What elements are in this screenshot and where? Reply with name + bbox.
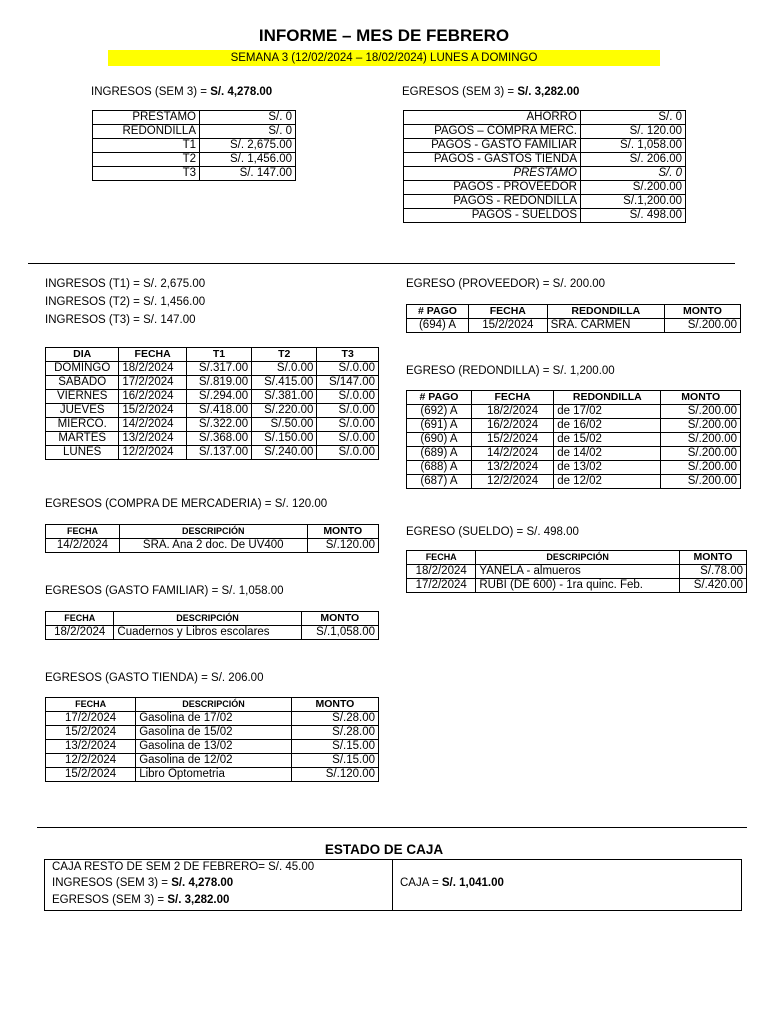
table-cell: 13/2/2024 xyxy=(119,432,187,446)
sueldo-label: EGRESO (SUELDO) = S/. 498.00 xyxy=(406,526,579,538)
table-cell: 13/2/2024 xyxy=(46,740,136,754)
table-cell: S/.78.00 xyxy=(679,565,746,579)
table-cell: S/.220.00 xyxy=(252,404,317,418)
estado-caja-divider xyxy=(392,859,393,911)
table-cell: S/.50.00 xyxy=(252,418,317,432)
table-cell: Gasolina de 13/02 xyxy=(136,740,292,754)
table-row xyxy=(46,754,379,768)
summary-row xyxy=(93,167,296,181)
table-cell: LUNES xyxy=(46,446,119,460)
table-row xyxy=(46,626,379,640)
page-title: INFORME – MES DE FEBRERO xyxy=(258,26,510,45)
table-row xyxy=(46,539,379,553)
table-cell: (691) A xyxy=(407,419,472,433)
column-header: DIA xyxy=(46,348,119,362)
table-cell: 15/2/2024 xyxy=(471,433,553,447)
table-row xyxy=(46,362,379,376)
table-cell: S/.0.00 xyxy=(317,362,379,376)
summary-value: S/.200.00 xyxy=(581,181,686,195)
summary-row xyxy=(404,181,686,195)
table-cell: S/.294.00 xyxy=(186,390,251,404)
sueldo-table xyxy=(406,550,747,593)
table-cell: de 16/02 xyxy=(554,419,661,433)
egresos-sem3-heading: EGRESOS (SEM 3) = S/. 3,282.00 xyxy=(402,86,580,98)
summary-value: S/. 0 xyxy=(200,125,296,139)
proveedor-table xyxy=(406,304,741,333)
ingresos-sem3-total: S/. 4,278.00 xyxy=(210,86,273,98)
summary-value: S/.1,200.00 xyxy=(581,195,686,209)
table-cell: YANELA - almueros xyxy=(476,565,680,579)
table-cell: S/.200.00 xyxy=(661,447,741,461)
table-cell: S/.1,058.00 xyxy=(301,626,378,640)
column-header: # PAGO xyxy=(407,391,472,405)
table-cell: 17/2/2024 xyxy=(119,376,187,390)
gasto-familiar-table xyxy=(45,611,379,640)
table-row xyxy=(46,376,379,390)
egresos-sem3-total: S/. 3,282.00 xyxy=(517,86,580,98)
table-cell: S/.0.00 xyxy=(317,446,379,460)
summary-value: S/. 1,456.00 xyxy=(200,153,296,167)
table-cell: S/.0.00 xyxy=(317,418,379,432)
header-row xyxy=(46,525,379,539)
table-cell: (694) A xyxy=(407,319,469,333)
table-cell: 15/2/2024 xyxy=(469,319,548,333)
table-cell: S/.137.00 xyxy=(186,446,251,460)
egresos-sem3-table xyxy=(403,110,686,223)
summary-value: S/. 0 xyxy=(581,111,686,125)
proveedor-label: EGRESO (PROVEEDOR) = S/. 200.00 xyxy=(406,278,606,290)
table-cell: S/.240.00 xyxy=(252,446,317,460)
table-cell: RUBI (DE 600) - 1ra quinc. Feb. xyxy=(476,579,680,593)
compra-mercaderia-table xyxy=(45,524,379,553)
table-row xyxy=(407,319,741,333)
table-row xyxy=(407,565,747,579)
column-header: FECHA xyxy=(407,551,476,565)
summary-value: S/. 147.00 xyxy=(200,167,296,181)
column-header: DESCRIPCIÓN xyxy=(476,551,680,565)
summary-label: T1 xyxy=(93,139,200,153)
table-cell: de 15/02 xyxy=(554,433,661,447)
summary-label: PAGOS - PROVEEDOR xyxy=(404,181,581,195)
summary-row xyxy=(404,195,686,209)
ingresos-t3-line: INGRESOS (T3) = S/. 147.00 xyxy=(45,314,196,326)
caja-total-value: S/. 1,041.00 xyxy=(441,877,504,889)
table-cell: S/.200.00 xyxy=(661,475,741,489)
table-cell: S/.200.00 xyxy=(661,433,741,447)
table-row xyxy=(46,726,379,740)
table-row xyxy=(46,740,379,754)
table-cell: SRA. CARMEN xyxy=(547,319,664,333)
table-cell: S/.200.00 xyxy=(661,419,741,433)
table-cell: S/.15.00 xyxy=(291,740,378,754)
table-cell: S/.28.00 xyxy=(291,726,378,740)
table-cell: S/.381.00 xyxy=(252,390,317,404)
section-divider xyxy=(28,263,735,264)
table-cell: 18/2/2024 xyxy=(46,626,114,640)
compra-mercaderia-label: EGRESOS (COMPRA DE MERCADERIA) = S/. 120.00 xyxy=(45,498,328,510)
table-cell: S/.120.00 xyxy=(291,768,378,782)
table-cell: S/.0.00 xyxy=(317,390,379,404)
table-row xyxy=(46,712,379,726)
column-header: MONTO xyxy=(307,525,378,539)
summary-value: S/. 120.00 xyxy=(581,125,686,139)
column-header: FECHA xyxy=(471,391,553,405)
table-cell: S/.0.00 xyxy=(317,432,379,446)
summary-row xyxy=(404,139,686,153)
summary-label: PAGOS - GASTO FAMILIAR xyxy=(404,139,581,153)
table-cell: S/.317.00 xyxy=(186,362,251,376)
column-header: DESCRIPCIÓN xyxy=(136,698,292,712)
summary-label: AHORRO xyxy=(404,111,581,125)
section-divider-2 xyxy=(37,827,747,828)
table-row xyxy=(407,579,747,593)
table-cell: 14/2/2024 xyxy=(119,418,187,432)
table-cell: Gasolina de 15/02 xyxy=(136,726,292,740)
header-row xyxy=(407,551,747,565)
column-header: FECHA xyxy=(46,612,114,626)
caja-resto-line: CAJA RESTO DE SEM 2 DE FEBRERO= S/. 45.00 xyxy=(52,861,315,873)
table-cell: de 13/02 xyxy=(554,461,661,475)
column-header: MONTO xyxy=(664,305,740,319)
table-cell: MIERCO. xyxy=(46,418,119,432)
ingresos-sem3-table xyxy=(92,110,296,181)
table-cell: 15/2/2024 xyxy=(46,726,136,740)
table-cell: S/.200.00 xyxy=(664,319,740,333)
redondilla-label: EGRESO (REDONDILLA) = S/. 1,200.00 xyxy=(406,365,615,377)
table-cell: de 12/02 xyxy=(554,475,661,489)
table-row xyxy=(46,418,379,432)
column-header: T1 xyxy=(186,348,251,362)
table-cell: Libro Optometria xyxy=(136,768,292,782)
summary-label: PAGOS - GASTOS TIENDA xyxy=(404,153,581,167)
summary-row xyxy=(404,167,686,181)
table-row xyxy=(407,419,741,433)
gasto-tienda-table xyxy=(45,697,379,782)
dias-table xyxy=(45,347,379,460)
table-cell: S/.322.00 xyxy=(186,418,251,432)
summary-label: PAGOS - SUELDOS xyxy=(404,209,581,223)
table-cell: S/.200.00 xyxy=(661,461,741,475)
caja-total-line: CAJA = S/. 1,041.00 xyxy=(400,877,504,889)
summary-value: S/. 498.00 xyxy=(581,209,686,223)
table-cell: SRA. Ana 2 doc. De UV400 xyxy=(119,539,307,553)
table-row xyxy=(46,390,379,404)
table-cell: S/.200.00 xyxy=(661,405,741,419)
table-cell: 12/2/2024 xyxy=(46,754,136,768)
table-cell: 15/2/2024 xyxy=(119,404,187,418)
ingresos-t2-line: INGRESOS (T2) = S/. 1,456.00 xyxy=(45,296,206,308)
header-row xyxy=(407,305,741,319)
table-cell: (688) A xyxy=(407,461,472,475)
redondilla-table xyxy=(406,390,741,489)
column-header: FECHA xyxy=(119,348,187,362)
table-cell: 12/2/2024 xyxy=(471,475,553,489)
table-row xyxy=(407,405,741,419)
column-header: MONTO xyxy=(661,391,741,405)
table-cell: DOMINGO xyxy=(46,362,119,376)
header-row xyxy=(46,612,379,626)
column-header: MONTO xyxy=(291,698,378,712)
table-cell: SABADO xyxy=(46,376,119,390)
summary-value: S/. 206.00 xyxy=(581,153,686,167)
table-cell: S/.415.00 xyxy=(252,376,317,390)
table-cell: S/.15.00 xyxy=(291,754,378,768)
table-cell: Gasolina de 17/02 xyxy=(136,712,292,726)
gasto-tienda-label: EGRESOS (GASTO TIENDA) = S/. 206.00 xyxy=(45,672,264,684)
summary-label: T2 xyxy=(93,153,200,167)
summary-label: PRESTAMO xyxy=(404,167,581,181)
column-header: T2 xyxy=(252,348,317,362)
table-cell: Cuadernos y Libros escolares xyxy=(114,626,301,640)
summary-row xyxy=(404,125,686,139)
table-row xyxy=(46,404,379,418)
column-header: DESCRIPCIÓN xyxy=(114,612,301,626)
table-cell: S/.28.00 xyxy=(291,712,378,726)
header-row xyxy=(407,391,741,405)
table-cell: 16/2/2024 xyxy=(119,390,187,404)
column-header: MONTO xyxy=(301,612,378,626)
table-cell: Gasolina de 12/02 xyxy=(136,754,292,768)
table-cell: (687) A xyxy=(407,475,472,489)
table-cell: 15/2/2024 xyxy=(46,768,136,782)
caja-egresos-line: EGRESOS (SEM 3) = S/. 3,282.00 xyxy=(52,894,230,906)
summary-value: S/. 2,675.00 xyxy=(200,139,296,153)
table-cell: S/.819.00 xyxy=(186,376,251,390)
summary-row xyxy=(93,125,296,139)
summary-label: REDONDILLA xyxy=(93,125,200,139)
summary-value: S/. 0 xyxy=(581,167,686,181)
table-cell: S/147.00 xyxy=(317,376,379,390)
table-cell: S/.418.00 xyxy=(186,404,251,418)
summary-label: T3 xyxy=(93,167,200,181)
column-header: REDONDILLA xyxy=(547,305,664,319)
table-cell: 12/2/2024 xyxy=(119,446,187,460)
column-header: FECHA xyxy=(46,525,120,539)
header-row xyxy=(46,348,379,362)
summary-label: PAGOS – COMPRA MERC. xyxy=(404,125,581,139)
table-cell: VIERNES xyxy=(46,390,119,404)
table-cell: (689) A xyxy=(407,447,472,461)
table-row xyxy=(46,432,379,446)
header-row xyxy=(46,698,379,712)
summary-label: PAGOS - REDONDILLA xyxy=(404,195,581,209)
table-cell: 18/2/2024 xyxy=(471,405,553,419)
table-cell: S/.0.00 xyxy=(252,362,317,376)
summary-row xyxy=(404,153,686,167)
caja-ingresos-line: INGRESOS (SEM 3) = S/. 4,278.00 xyxy=(52,877,234,889)
ingresos-t1-line: INGRESOS (T1) = S/. 2,675.00 xyxy=(45,278,206,290)
table-cell: S/.150.00 xyxy=(252,432,317,446)
table-cell: de 14/02 xyxy=(554,447,661,461)
table-cell: MARTES xyxy=(46,432,119,446)
week-subtitle: SEMANA 3 (12/02/2024 – 18/02/2024) LUNES A DOMINGO xyxy=(108,50,660,66)
estado-caja-title: ESTADO DE CAJA xyxy=(324,842,444,857)
table-cell: 13/2/2024 xyxy=(471,461,553,475)
table-cell: (690) A xyxy=(407,433,472,447)
summary-value: S/. 1,058.00 xyxy=(581,139,686,153)
table-row xyxy=(407,447,741,461)
summary-row xyxy=(404,209,686,223)
column-header: T3 xyxy=(317,348,379,362)
table-cell: 14/2/2024 xyxy=(471,447,553,461)
summary-row xyxy=(404,111,686,125)
summary-row xyxy=(93,153,296,167)
table-cell: 16/2/2024 xyxy=(471,419,553,433)
table-cell: 18/2/2024 xyxy=(407,565,476,579)
table-cell: S/.368.00 xyxy=(186,432,251,446)
summary-value: S/. 0 xyxy=(200,111,296,125)
table-cell: de 17/02 xyxy=(554,405,661,419)
table-cell: JUEVES xyxy=(46,404,119,418)
summary-row xyxy=(93,111,296,125)
column-header: FECHA xyxy=(46,698,136,712)
table-row xyxy=(46,768,379,782)
table-row xyxy=(46,446,379,460)
caja-ingresos-value: S/. 4,278.00 xyxy=(171,877,234,889)
table-cell: 18/2/2024 xyxy=(119,362,187,376)
caja-egresos-value: S/. 3,282.00 xyxy=(167,894,230,906)
column-header: REDONDILLA xyxy=(554,391,661,405)
summary-row xyxy=(93,139,296,153)
ingresos-sem3-heading: INGRESOS (SEM 3) = S/. 4,278.00 xyxy=(91,86,273,98)
column-header: # PAGO xyxy=(407,305,469,319)
gasto-familiar-label: EGRESOS (GASTO FAMILIAR) = S/. 1,058.00 xyxy=(45,585,284,597)
table-row xyxy=(407,433,741,447)
summary-label: PRESTAMO xyxy=(93,111,200,125)
column-header: DESCRIPCIÓN xyxy=(119,525,307,539)
table-cell: (692) A xyxy=(407,405,472,419)
column-header: MONTO xyxy=(679,551,746,565)
table-cell: S/.120.00 xyxy=(307,539,378,553)
table-cell: 17/2/2024 xyxy=(46,712,136,726)
table-row xyxy=(407,475,741,489)
table-cell: S/.0.00 xyxy=(317,404,379,418)
table-cell: S/.420.00 xyxy=(679,579,746,593)
table-cell: 14/2/2024 xyxy=(46,539,120,553)
table-row xyxy=(407,461,741,475)
table-cell: 17/2/2024 xyxy=(407,579,476,593)
column-header: FECHA xyxy=(469,305,548,319)
